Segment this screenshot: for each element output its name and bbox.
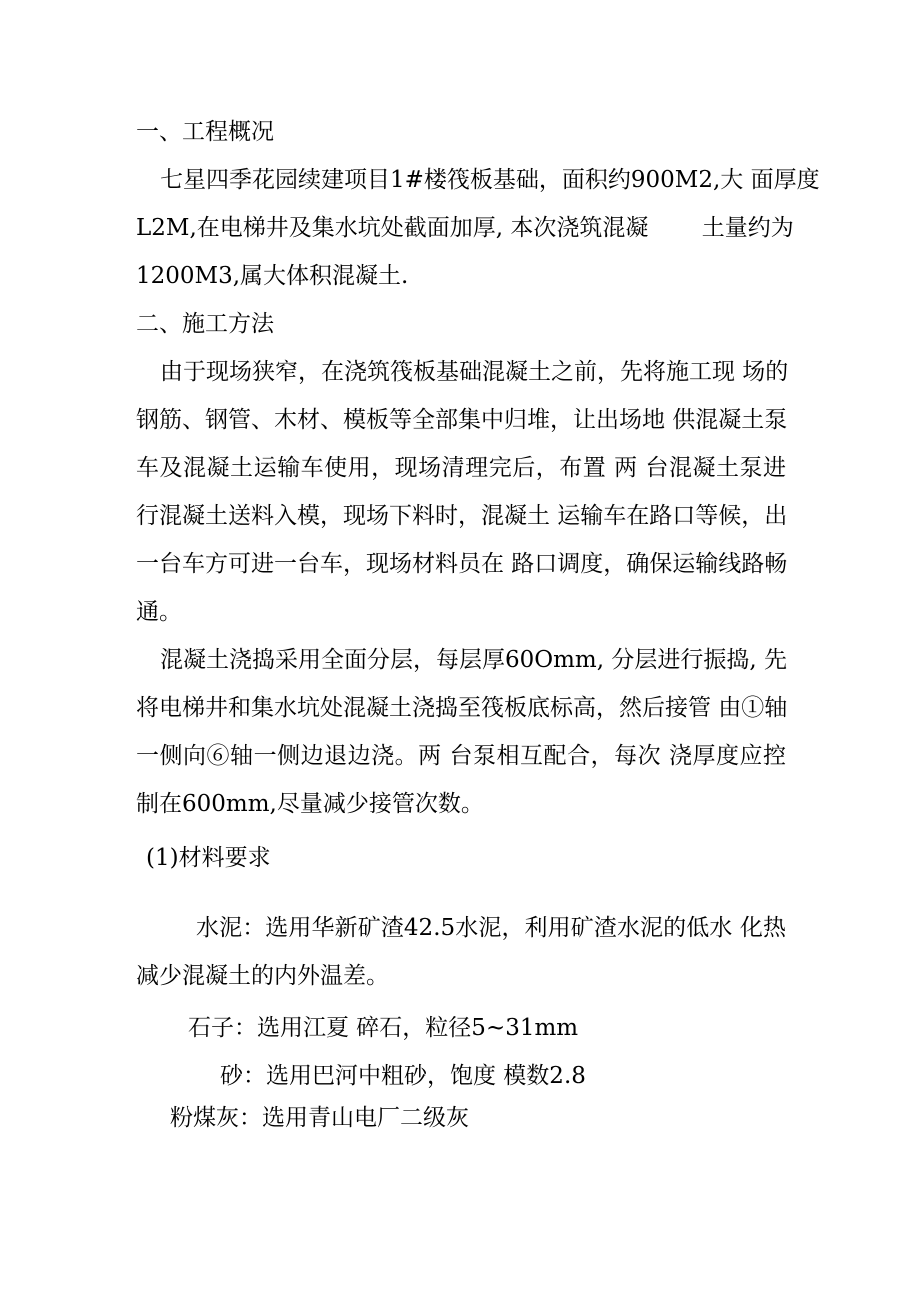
overview-line-1: 七星四季花园续建项目1#楼筏板基础，面积约900M2,大 面厚度 xyxy=(160,167,820,193)
materials-cement-line-1: 水泥：选用华新矿渣42.5水泥，利用矿渣水泥的低水 化热 xyxy=(196,915,786,941)
method-para1-line-4: 行混凝土送料入模，现场下料时，混凝土 运输车在路口等候，出 xyxy=(136,503,788,529)
section-heading-method: 二、施工方法 xyxy=(136,311,274,337)
materials-flyash: 粉煤灰：选用青山电厂二级灰 xyxy=(170,1105,469,1131)
method-para1-line-5: 一台车方可进一台车，现场材料员在 路口调度，确保运输线路畅 xyxy=(136,551,788,577)
overview-line-3: 1200M3,属大体积混凝土. xyxy=(136,263,409,289)
method-para1-line-1: 由于现场狭窄，在浇筑筏板基础混凝土之前，先将施工现 场的 xyxy=(160,359,789,385)
materials-stone: 石子：选用江夏 碎石，粒径5~31mm xyxy=(188,1015,579,1041)
method-para1-line-2: 钢筋、钢管、木材、模板等全部集中归堆，让出场地 供混凝土泵 xyxy=(136,407,788,433)
method-para2-line-4: 制在600mm,尽量减少接管次数。 xyxy=(136,791,484,817)
method-para2-line-3: 一侧向⑥轴一侧边退边浇。两 台泵相互配合，每次 浇厚度应控 xyxy=(136,743,786,769)
method-para2-line-1: 混凝土浇捣采用全面分层，每层厚60Omm, 分层进行振捣, 先 xyxy=(160,647,787,673)
section-heading-overview: 一、工程概况 xyxy=(136,119,274,145)
method-para1-line-3: 车及混凝土运输车使用，现场清理完后，布置 两 台混凝土泵进 xyxy=(136,455,786,481)
method-para2-line-2: 将电梯井和集水坑处混凝土浇捣至筏板底标高，然后接管 由①轴 xyxy=(136,695,788,721)
materials-heading: (1)材料要求 xyxy=(146,845,271,871)
materials-sand: 砂：选用巴河中粗砂，饱度 模数2.8 xyxy=(220,1063,586,1089)
method-para1-line-6: 通。 xyxy=(136,599,182,625)
overview-line-2: L2M,在电梯井及集水坑处截面加厚, 本次浇筑混凝 土量约为 xyxy=(136,215,794,241)
materials-cement-line-2: 减少混凝土的内外温差。 xyxy=(136,963,389,989)
